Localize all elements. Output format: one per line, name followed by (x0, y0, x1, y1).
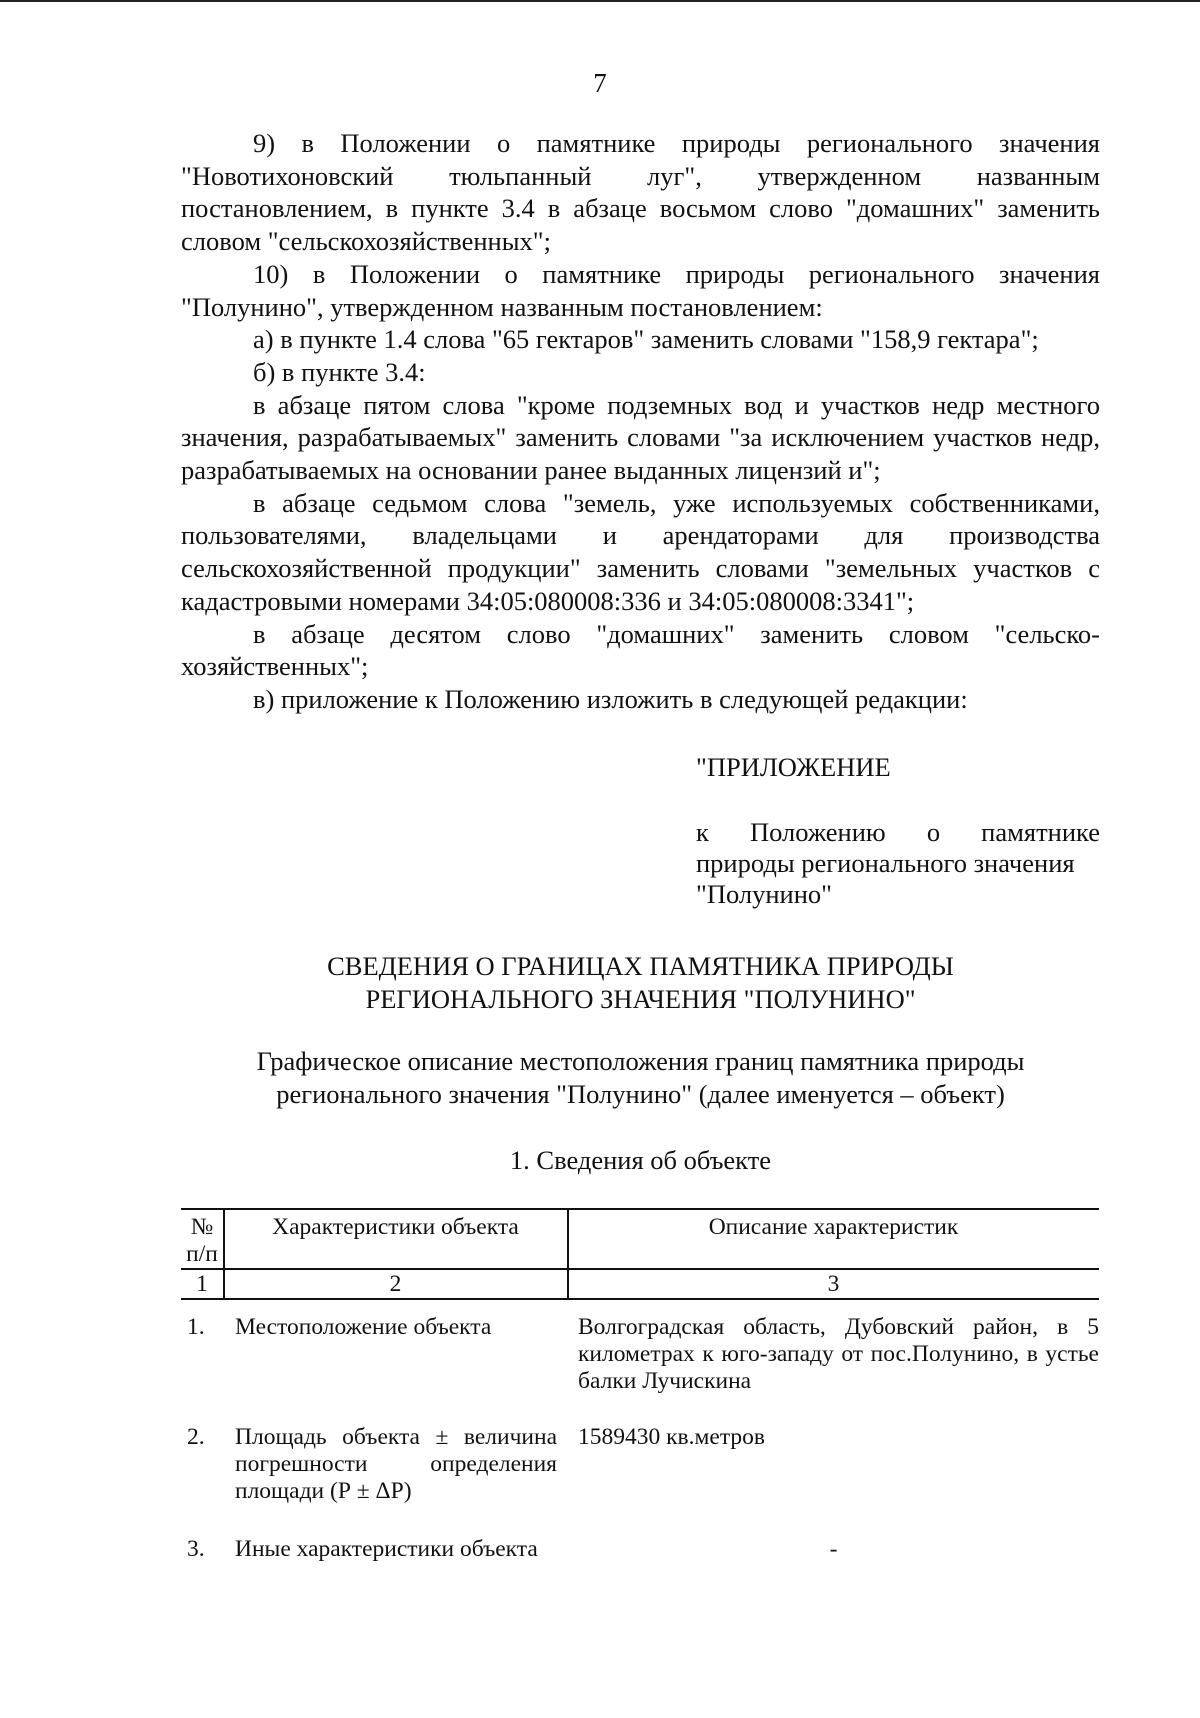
appendix-reference (696, 817, 1100, 910)
appendix-ref-line-3: "Полунино" (696, 879, 832, 909)
paragraph-10a: а) в пункте 1.4 слова "65 гектаров" заменить словами "158,9 гектара"; (253, 324, 1039, 355)
document-subheading (181, 1045, 1100, 1111)
appendix-ref-line-1: к Положению о памятнике (696, 817, 1100, 847)
heading-line-2: РЕГИОНАЛЬНОГО ЗНАЧЕНИЯ "ПОЛУНИНО" (365, 984, 916, 1014)
row-1-description: Волгоградская область, Дубовский район, в 5 километрах к юго-западу от пос.Полунино, в устье балки Лучискина (578, 1314, 1099, 1394)
row-1-name: Местоположение объекта (235, 1314, 492, 1340)
col-number-2: 2 (389, 1271, 402, 1297)
paragraph-10b: б) в пункте 3.4: (253, 356, 426, 387)
row-2-description: 1589430 кв.метров (578, 1424, 765, 1450)
paragraph-abzac-7: в абзаце седьмом слова "земель, уже используемых собственниками, пользователями, владельцами и арендаторами для производства сельскохозяйственной продукции" заменить словами "земельных участков с кадастровыми номерами 34:05:080008:336 и 34:05:080008:3341"; (181, 487, 1100, 616)
heading-line-1: СВЕДЕНИЯ О ГРАНИЦАХ ПАМЯТНИКА ПРИРОДЫ (327, 951, 954, 981)
row-2-number: 2. (187, 1424, 205, 1450)
subheading-line-2: регионального значения "Полунино" (далее именуется – объект) (276, 1079, 1005, 1109)
row-3-number: 3. (187, 1536, 205, 1562)
table-header-rule (181, 1268, 1099, 1270)
row-3-name: Иные характеристики объекта (235, 1536, 538, 1562)
paragraph-10v: в) приложение к Положению изложить в следующей редакции: (253, 683, 968, 714)
appendix-title: "ПРИЛОЖЕНИЕ (696, 752, 891, 782)
col-number-3: 3 (827, 1271, 840, 1297)
table-top-rule (181, 1208, 1099, 1210)
header-number (181, 1214, 223, 1268)
page-number: 7 (593, 68, 607, 98)
paragraph-abzac-10: в абзаце десятом слово "домашних" заменить словом "сельско-хозяйственных"; (181, 618, 1100, 682)
subheading-line-1: Графическое описание местоположения границ памятника природы (256, 1046, 1025, 1076)
paragraph-abzac-5: в абзаце пятом слова "кроме подземных вод и участков недр местного значения, разрабатываемых" заменить словами "за исключением участков недр, разрабатываемых на основании ранее выданных лицензий и"; (181, 389, 1100, 486)
scan-top-edge (0, 0, 1200, 2)
row-3-description: - (829, 1536, 838, 1562)
amendment-text (181, 127, 1100, 716)
header-description: Описание характеристик (708, 1214, 959, 1240)
table-numbers-rule (181, 1298, 1099, 1300)
paragraph-9: 9) в Положении о памятнике природы регионального значения "Новотихоновский тюльпанный луг", утвержденном названным постановлением, в пункте 3.4 в абзаце восьмом слово "домашних" заменить словом "сельскохозяйственных"; (181, 128, 1100, 257)
appendix-ref-line-2: природы регионального значения (696, 848, 1075, 878)
header-number-line-2: п/п (186, 1241, 218, 1267)
paragraph-10: 10) в Положении о памятнике природы регионального значения "Полунино", утвержденном названным постановлением: (181, 258, 1100, 322)
header-number-line-1: № (190, 1214, 214, 1240)
header-characteristics: Характеристики объекта (272, 1214, 519, 1240)
col-number-1: 1 (196, 1271, 208, 1297)
section-title: 1. Сведения об объекте (509, 1145, 772, 1175)
document-heading (181, 950, 1100, 1016)
row-1-number: 1. (187, 1314, 205, 1340)
row-2-name: Площадь объекта ± величина погрешности определения площади (Р ± ΔР) (235, 1424, 557, 1504)
